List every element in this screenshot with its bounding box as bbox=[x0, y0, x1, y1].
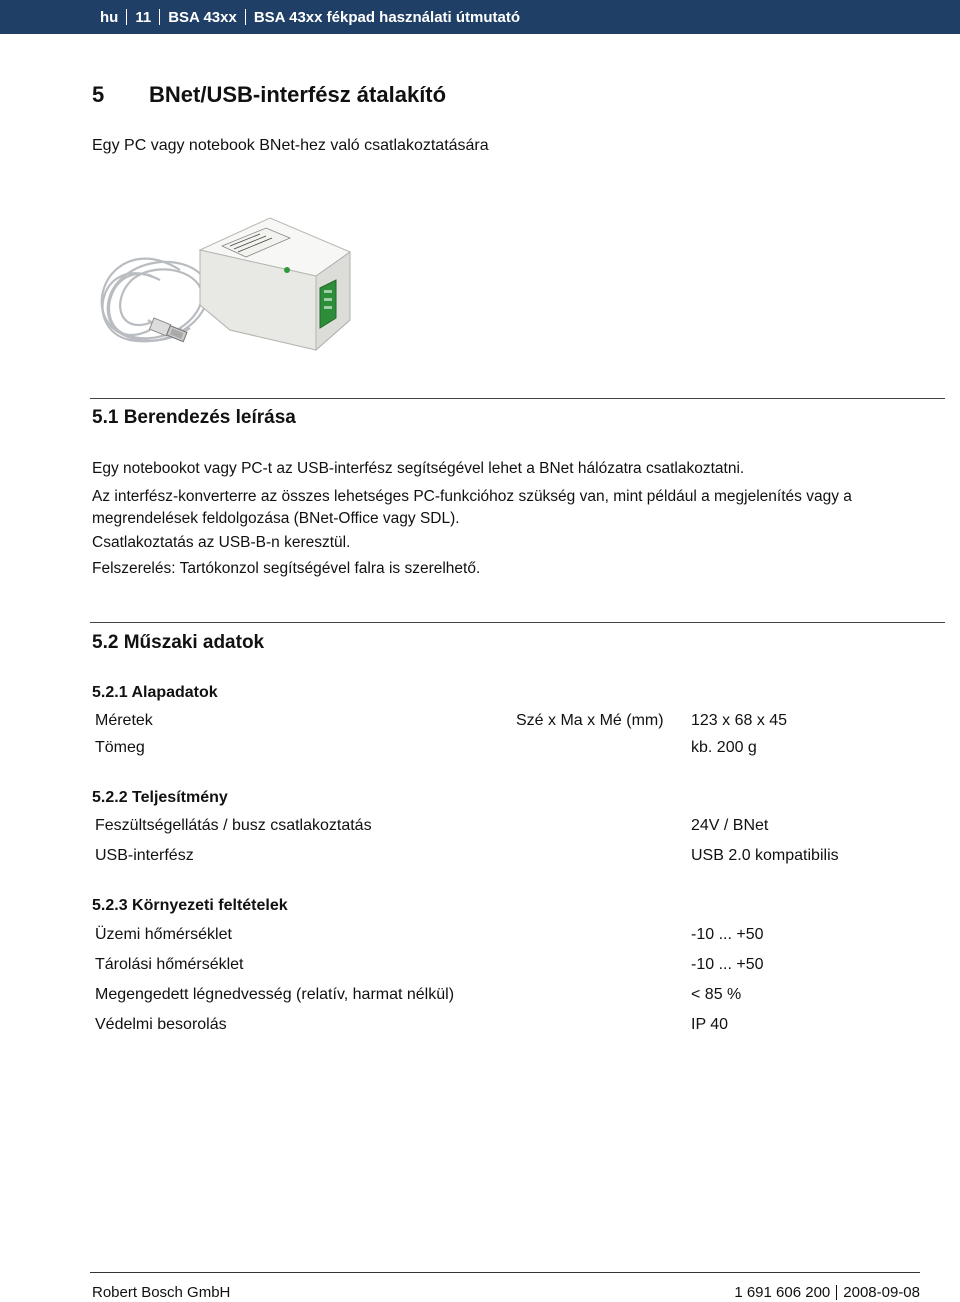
header-separator bbox=[159, 9, 160, 25]
footer-company: Robert Bosch GmbH bbox=[92, 1284, 231, 1301]
spec-value: -10 ... +50 bbox=[691, 926, 764, 943]
spec-value: 123 x 68 x 45 bbox=[691, 712, 788, 729]
spec-label: Üzemi hőmérséklet bbox=[95, 926, 232, 943]
section-divider bbox=[90, 398, 945, 399]
section-5-1-paragraph-1: Egy notebookot vagy PC-t az USB-interfész segítségével lehet a BNet hálózatra csatlakoztatni. bbox=[92, 460, 745, 477]
header-page: 11 bbox=[135, 8, 152, 26]
section-5-number: 5 bbox=[92, 82, 105, 107]
spec-row-weight bbox=[95, 739, 855, 761]
spec-label: Megengedett légnedvesség (relatív, harmat nélkül) bbox=[95, 986, 455, 1003]
section-5-2-title: 5.2 Műszaki adatok bbox=[92, 632, 265, 653]
header-title: BSA 43xx fékpad használati útmutató bbox=[253, 8, 521, 26]
footer-divider bbox=[90, 1272, 920, 1273]
section-5-1-paragraph-4: Felszerelés: Tartókonzol segítségével falra is szerelhető. bbox=[92, 560, 481, 577]
spec-row-power bbox=[95, 817, 855, 839]
section-5-1-paragraph-3: Csatlakoztatás az USB-B-n keresztül. bbox=[92, 534, 351, 551]
section-5-1-title: 5.1 Berendezés leírása bbox=[92, 407, 296, 428]
header-lang: hu bbox=[100, 8, 119, 26]
header-bar bbox=[0, 0, 960, 34]
usb-interface-device-photo bbox=[90, 210, 356, 366]
spec-row-humidity bbox=[95, 986, 855, 1008]
spec-value: -10 ... +50 bbox=[691, 956, 764, 973]
footer-separator bbox=[836, 1285, 837, 1300]
spec-row-operating-temp bbox=[95, 926, 855, 948]
spec-row-usb bbox=[95, 847, 855, 869]
performance-heading: 5.2.2 Teljesítmény bbox=[92, 789, 228, 806]
header-doc: BSA 43xx bbox=[168, 8, 237, 26]
section-5-title: BNet/USB-interfész átalakító bbox=[149, 82, 447, 107]
section-5-intro: Egy PC vagy notebook BNet-hez való csatlakoztatására bbox=[92, 137, 489, 154]
spec-label: Tárolási hőmérséklet bbox=[95, 956, 244, 973]
spec-label: Feszültségellátás / busz csatlakoztatás bbox=[95, 817, 372, 834]
spec-unit: Szé x Ma x Mé (mm) bbox=[516, 712, 664, 729]
spec-label: Tömeg bbox=[95, 739, 145, 756]
spec-value: < 85 % bbox=[691, 986, 742, 1003]
spec-label: Méretek bbox=[95, 712, 153, 729]
section-5-heading bbox=[92, 82, 446, 108]
header-separator bbox=[126, 9, 127, 25]
spec-row-storage-temp bbox=[95, 956, 855, 978]
spec-value: IP 40 bbox=[691, 1016, 729, 1033]
spec-row-protection bbox=[95, 1016, 855, 1038]
spec-row-dimensions bbox=[95, 712, 855, 734]
footer-docinfo bbox=[734, 1284, 920, 1301]
section-divider bbox=[90, 622, 945, 623]
footer-document-number: 1 691 606 200 bbox=[734, 1284, 831, 1301]
section-5-1-paragraph-2: Az interfész-konverterre az összes lehetséges PC-funkcióhoz szükség van, mint például a megjelenítés vagy a megrendelések feldolgozása (BNet-Office vagy SDL). bbox=[92, 488, 852, 527]
spec-label: Védelmi besorolás bbox=[95, 1016, 227, 1033]
basic-data-heading: 5.2.1 Alapadatok bbox=[92, 684, 218, 701]
spec-value: USB 2.0 kompatibilis bbox=[691, 847, 839, 864]
environment-heading: 5.2.3 Környezeti feltételek bbox=[92, 897, 288, 914]
spec-value: 24V / BNet bbox=[691, 817, 769, 834]
spec-label: USB-interfész bbox=[95, 847, 194, 864]
header-separator bbox=[245, 9, 246, 25]
spec-value: kb. 200 g bbox=[691, 739, 757, 756]
footer-date: 2008-09-08 bbox=[843, 1284, 920, 1301]
